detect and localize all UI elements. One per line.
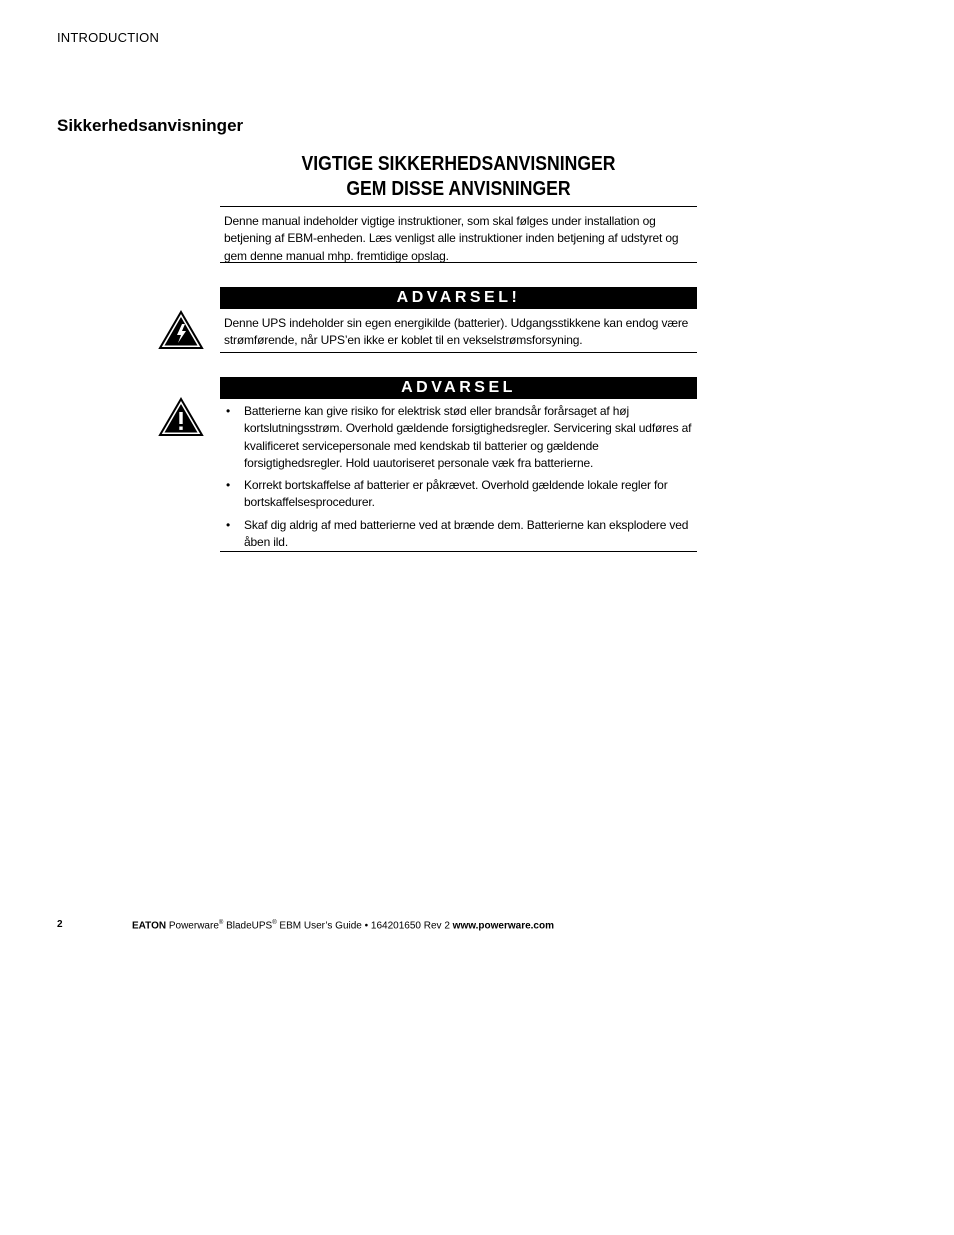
warning-label: ADVARSEL — [220, 377, 697, 399]
running-header: INTRODUCTION — [57, 30, 160, 45]
warning-bullet-list — [220, 399, 697, 551]
safety-instructions-box — [220, 152, 697, 263]
page-number: 2 — [57, 919, 63, 930]
warning-label: ADVARSEL! — [220, 287, 697, 309]
safety-title-line1: VIGTIGE SIKKERHEDSANVISNINGER — [301, 153, 616, 175]
safety-intro-text: Denne manual indeholder vigtige instruktioner, som skal følges under installation og betjening af EBM-enheden. Læs venligst alle instruktioner inden betjening af udstyret og gem denne manual mhp. fremtidige opslag. — [224, 214, 679, 263]
warning-text: Denne UPS indeholder sin egen energikilde (batterier). Udgangsstikkene kan endog være strømførende, når UPS’en ikke er koblet til en vekselstrømsforsyning. — [224, 316, 689, 348]
list-item: • Batterierne kan give risiko for elektrisk stød eller brandsår forårsaget af høj kortslutningsstrøm. Overhold gældende forsigtighedsregler. Servicering skal udføres af kvalificeret servicepersonale med kendskab til batterier og gældende forsigtighedsregler. Hold uautoriseret personale væk fra batterierne. — [226, 404, 692, 470]
warning-2 — [220, 377, 697, 552]
list-item: • Korrekt bortskaffelse af batterier er påkrævet. Overhold gældende lokale regler for bortskaffelsesprocedurer. — [226, 478, 668, 510]
section-heading: Sikkerhedsanvisninger — [57, 116, 244, 135]
exclamation-warning-icon — [158, 397, 204, 437]
list-item: • Skaf dig aldrig af med batterierne ved at brænde dem. Batterierne kan eksplodere ved åben ild. — [226, 517, 689, 550]
warning-1 — [220, 287, 697, 353]
electrical-hazard-icon — [158, 310, 204, 350]
safety-title-line2: GEM DISSE ANVISNINGER — [346, 178, 571, 200]
footer-text: EATON Powerware® BladeUPS® EBM User’s Guide • 164201650 Rev 2 www.powerware.com — [132, 920, 554, 932]
divider — [220, 352, 697, 353]
footer-url: www.powerware.com — [452, 920, 554, 932]
